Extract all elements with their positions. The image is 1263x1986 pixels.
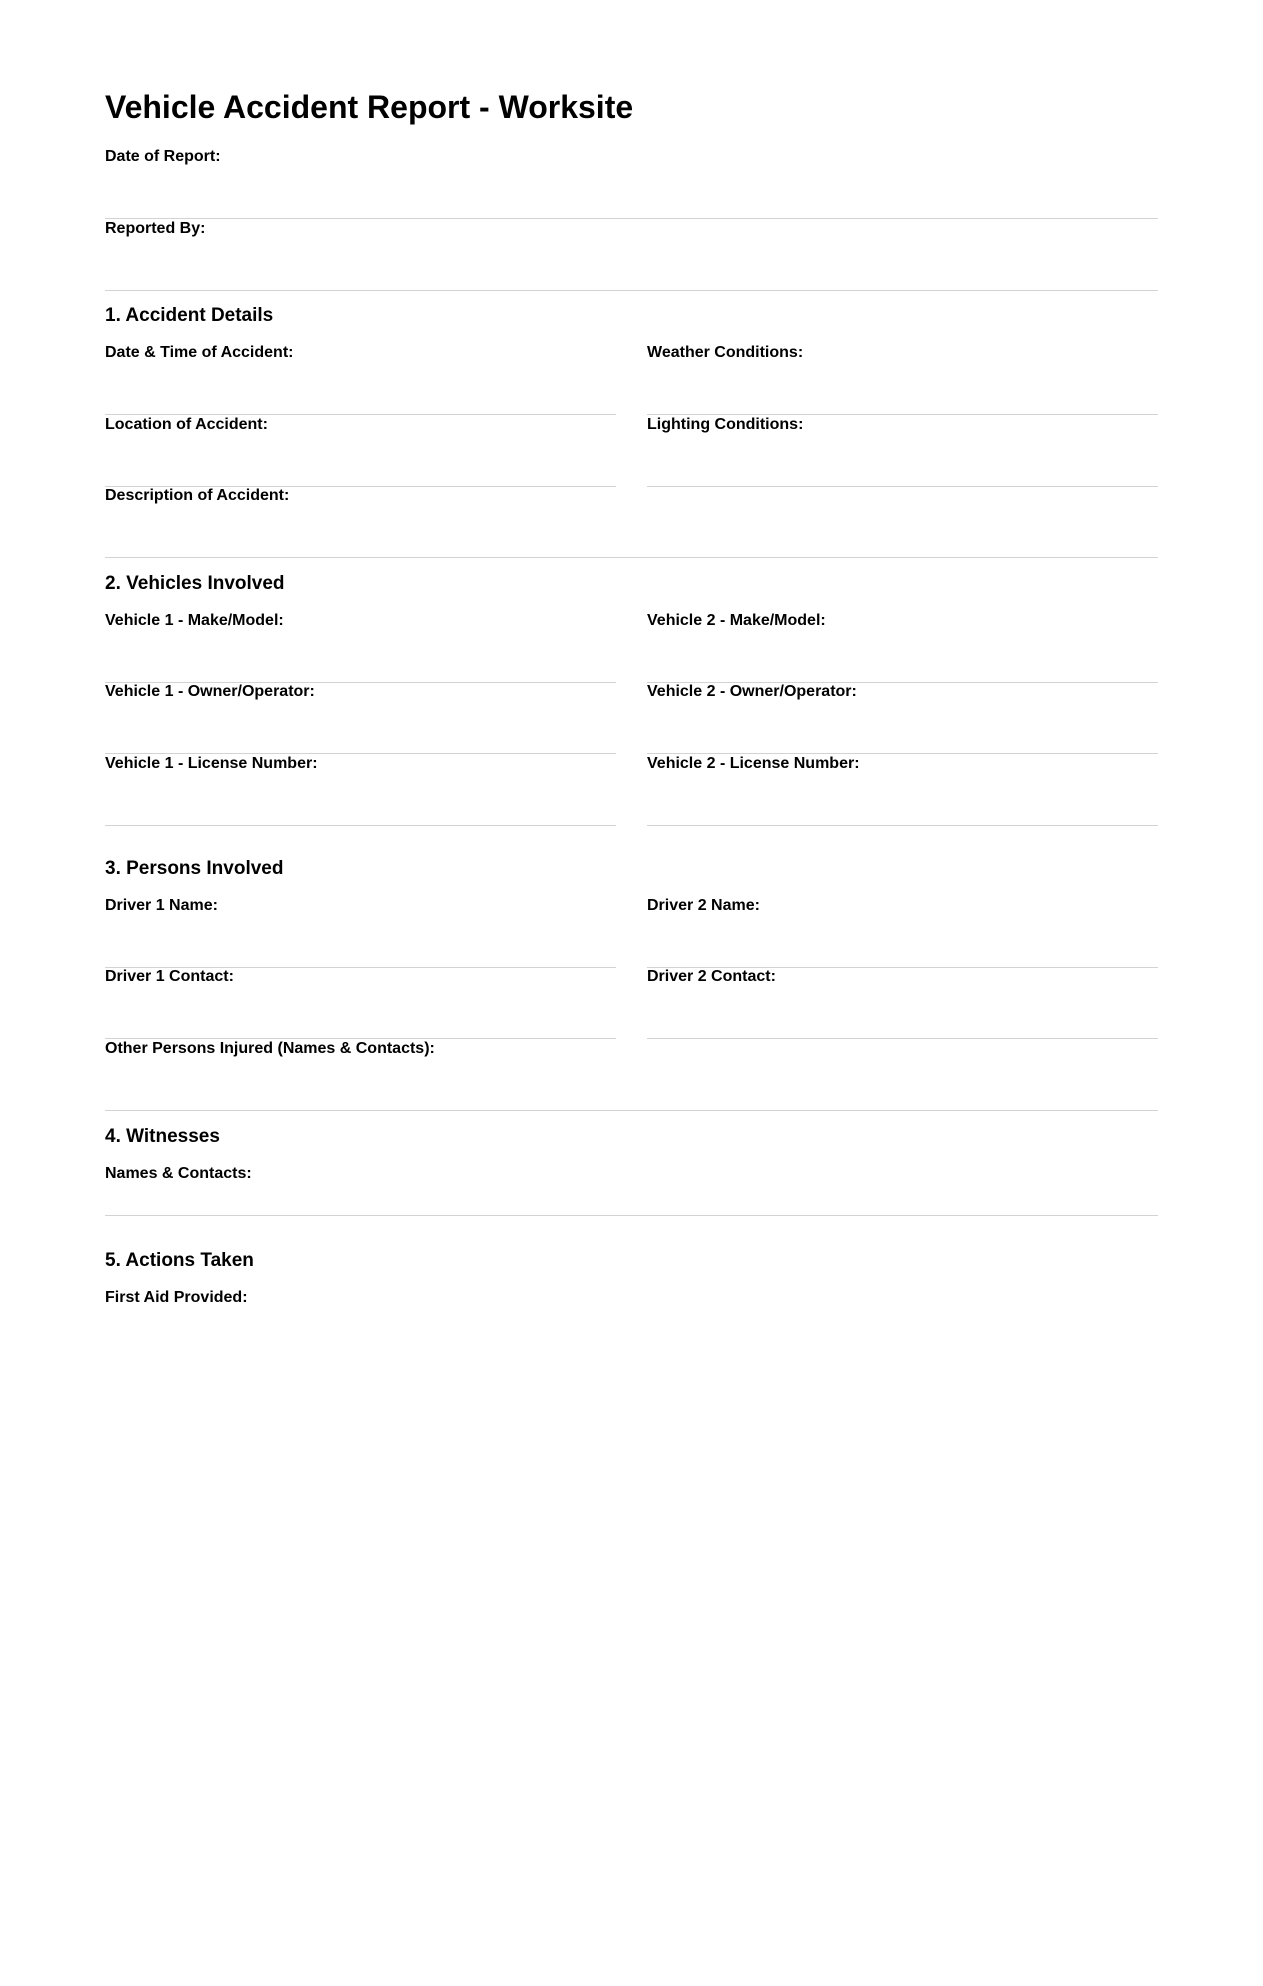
driver1-contact-field bbox=[105, 967, 616, 1039]
reported-by-label: Reported By: bbox=[105, 220, 206, 237]
date-of-report-field bbox=[105, 147, 1158, 219]
vehicle2-owner-label: Vehicle 2 - Owner/Operator: bbox=[647, 683, 857, 700]
reported-by-field bbox=[105, 219, 1158, 291]
location-of-accident-label: Location of Accident: bbox=[105, 416, 268, 433]
section-actions-title: 5. Actions Taken bbox=[105, 1250, 254, 1271]
section-persons-title: 3. Persons Involved bbox=[105, 858, 284, 879]
reported-by-input[interactable] bbox=[105, 243, 1158, 290]
vehicle1-make-model-field bbox=[105, 611, 616, 683]
date-time-of-accident-input[interactable] bbox=[105, 367, 616, 414]
other-persons-injured-label: Other Persons Injured (Names & Contacts): bbox=[105, 1040, 435, 1057]
vehicle2-make-model-field bbox=[647, 611, 1158, 683]
driver2-contact-label: Driver 2 Contact: bbox=[647, 968, 776, 985]
vehicle1-make-model-input[interactable] bbox=[105, 635, 616, 682]
section-witnesses-title: 4. Witnesses bbox=[105, 1126, 220, 1147]
description-of-accident-field bbox=[105, 486, 1158, 558]
weather-conditions-input[interactable] bbox=[647, 367, 1158, 414]
vehicle1-license-input[interactable] bbox=[105, 778, 616, 825]
date-time-of-accident-label: Date & Time of Accident: bbox=[105, 344, 294, 361]
vehicle2-license-input[interactable] bbox=[647, 778, 1158, 825]
vehicle2-license-field bbox=[647, 754, 1158, 826]
lighting-conditions-label: Lighting Conditions: bbox=[647, 416, 804, 433]
vehicle1-owner-label: Vehicle 1 - Owner/Operator: bbox=[105, 683, 315, 700]
vehicle1-license-label: Vehicle 1 - License Number: bbox=[105, 755, 318, 772]
vehicle1-make-model-label: Vehicle 1 - Make/Model: bbox=[105, 612, 284, 629]
driver1-name-field bbox=[105, 896, 616, 968]
vehicle1-owner-input[interactable] bbox=[105, 706, 616, 753]
section-accident-details-title: 1. Accident Details bbox=[105, 305, 274, 326]
first-aid-provided-field bbox=[105, 1288, 1158, 1303]
section-vehicles-title: 2. Vehicles Involved bbox=[105, 573, 285, 594]
other-persons-injured-input[interactable] bbox=[105, 1063, 1158, 1110]
driver1-name-label: Driver 1 Name: bbox=[105, 897, 218, 914]
vehicle2-make-model-input[interactable] bbox=[647, 635, 1158, 682]
page-title: Vehicle Accident Report - Worksite bbox=[105, 89, 634, 125]
driver1-contact-input[interactable] bbox=[105, 991, 616, 1038]
vehicle2-owner-input[interactable] bbox=[647, 706, 1158, 753]
weather-conditions-field bbox=[647, 343, 1158, 415]
driver2-name-input[interactable] bbox=[647, 920, 1158, 967]
first-aid-provided-label: First Aid Provided: bbox=[105, 1289, 248, 1303]
description-of-accident-input[interactable] bbox=[105, 510, 1158, 557]
date-time-of-accident-field bbox=[105, 343, 616, 415]
witness-names-contacts-field bbox=[105, 1164, 1158, 1216]
other-persons-injured-field bbox=[105, 1039, 1158, 1111]
description-of-accident-label: Description of Accident: bbox=[105, 487, 290, 504]
location-of-accident-input[interactable] bbox=[105, 439, 616, 486]
vehicle1-license-field bbox=[105, 754, 616, 826]
driver1-contact-label: Driver 1 Contact: bbox=[105, 968, 234, 985]
driver2-name-label: Driver 2 Name: bbox=[647, 897, 760, 914]
vehicle2-make-model-label: Vehicle 2 - Make/Model: bbox=[647, 612, 826, 629]
lighting-conditions-input[interactable] bbox=[647, 439, 1158, 486]
driver2-name-field bbox=[647, 896, 1158, 968]
vehicle1-owner-field bbox=[105, 682, 616, 754]
date-of-report-label: Date of Report: bbox=[105, 148, 221, 165]
location-of-accident-field bbox=[105, 415, 616, 487]
witness-names-contacts-input[interactable] bbox=[105, 1188, 1158, 1215]
driver1-name-input[interactable] bbox=[105, 920, 616, 967]
driver2-contact-input[interactable] bbox=[647, 991, 1158, 1038]
lighting-conditions-field bbox=[647, 415, 1158, 487]
report-page bbox=[105, 0, 1158, 1303]
vehicle2-owner-field bbox=[647, 682, 1158, 754]
vehicle2-license-label: Vehicle 2 - License Number: bbox=[647, 755, 860, 772]
date-of-report-input[interactable] bbox=[105, 171, 1158, 218]
witness-names-contacts-label: Names & Contacts: bbox=[105, 1165, 252, 1182]
weather-conditions-label: Weather Conditions: bbox=[647, 344, 804, 361]
driver2-contact-field bbox=[647, 967, 1158, 1039]
